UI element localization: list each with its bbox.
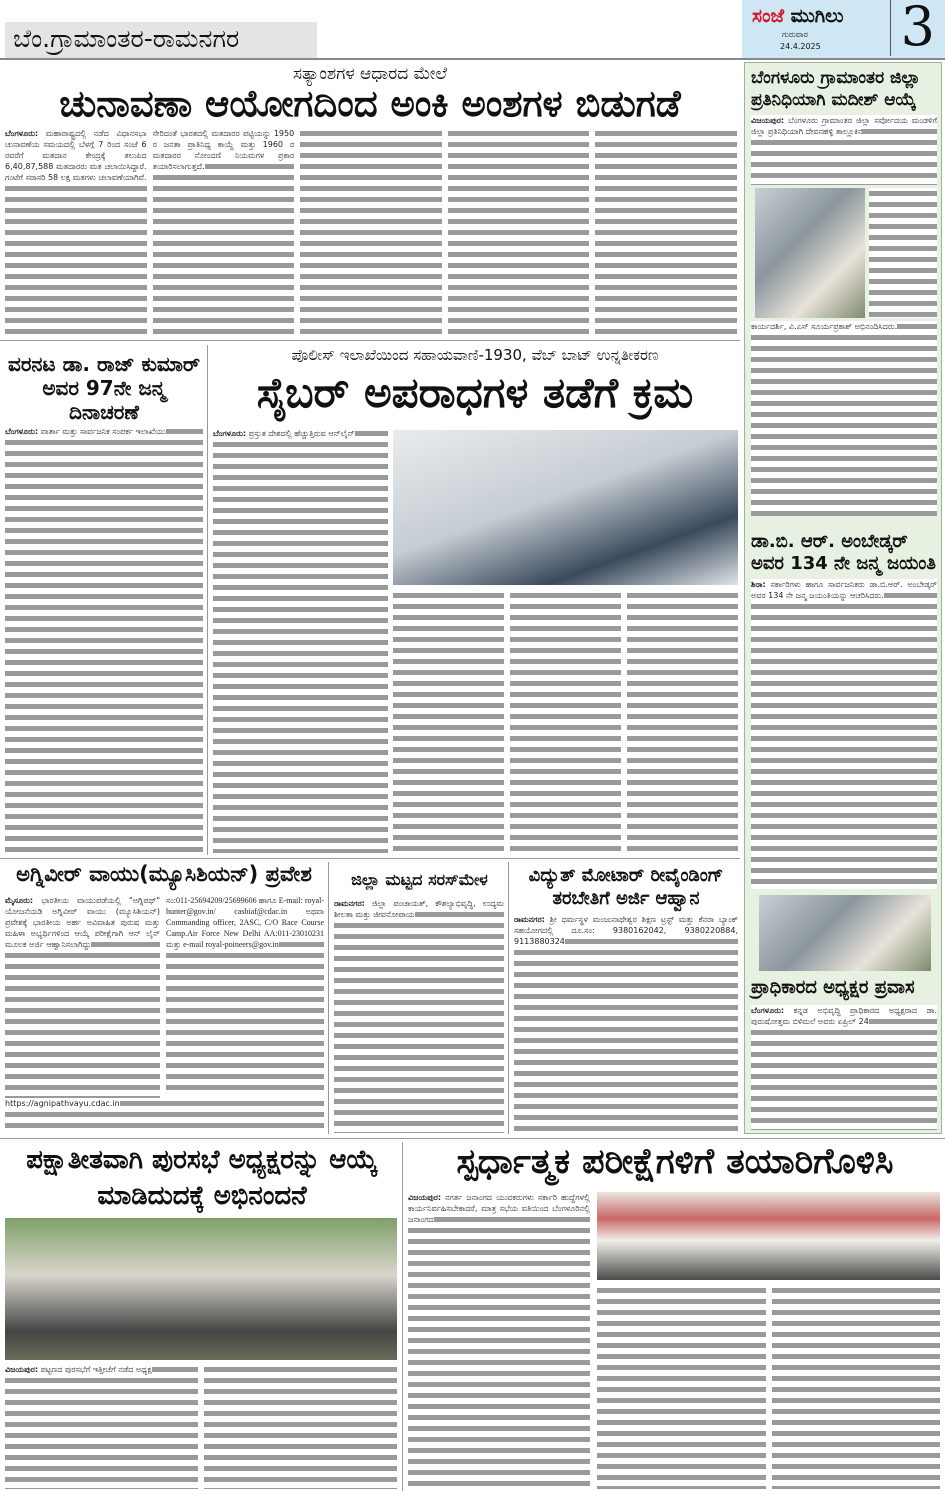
agniveer-contact: ಸಂ:011-25694209/25699606 ಹಾಗೂ E-mail: royal-hunter@gov.in/ casbiaf@cdac.in ಅಥವಾ Commanding officer, 2ASC, C/O Race Course Camp.Air Force New Delhi AA:011-23010231 ಮತ್ತು e-mail royal-poineers@gov.in xyxy=(166,895,324,1095)
right2-body: ಶಿರಾ: ಸರ್ಕಾರಿಗಳು ಹಾಗೂ ಸಾರ್ವಜನಿಕರು ಡಾ.ಬಿ.ಆರ್. ಅಂಬೇಡ್ಕರ್ ಅವರ 134 ನೇ ಜನ್ಮ ಜಯಂತಿಯನ್ನು ಆಚರಿಸಿದರು. xyxy=(751,579,937,889)
divider xyxy=(508,862,509,1134)
newspaper-logo: ಸಂಜೆ ಮುಗಿಲು xyxy=(752,5,844,27)
raj-body: ಬೆಂಗಳೂರು: ವಾರ್ತಾ ಮತ್ತು ಸಾರ್ವಜನಿಕ ಸಂಪರ್ಕ ಇಲಾಖೆಯು xyxy=(5,426,203,854)
right1-body: ವಿಜಯಪುರ: ಬೆಂಗಳೂರು ಗ್ರಾಮಾಂತರ ಜಿಲ್ಲಾ ಸರ್ವೋದಯ ಮಂಡಳಿಗೆ ಜಿಲ್ಲಾ ಪ್ರತಿನಿಧಿಯಾಗಿ ದೇವನಹಳ್ಳಿ ತಾಲ್ಲೂಕಿನ xyxy=(751,115,937,185)
agniveer-headline: ಅಗ್ನಿವೀರ್ ವಾಯು(ಮ್ಯೂಸಿಶಿಯನ್) ಪ್ರವೇಶ xyxy=(16,862,312,886)
felicitation-photo xyxy=(5,1218,397,1360)
right2-headline: ಡಾ.ಬಿ. ಆರ್. ಅಂಬೇಡ್ಕರ್ ಅವರ 134 ನೇ ಜನ್ಮ ಜಯಂತಿ xyxy=(751,531,936,574)
section-title: ಬೆಂ.ಗ್ರಾಮಾಂತರ-ರಾಮನಗರ xyxy=(5,22,317,58)
purasabhe-headline: ಪಕ್ಷಾತೀತವಾಗಿ ಪುರಸಭೆ ಅಧ್ಯಕ್ಷರನ್ನು ಆಯ್ಕೆ ಮಾಡಿದುದಕ್ಕೆ ಅಭಿನಂದನೆ xyxy=(26,1145,378,1211)
masthead-rule xyxy=(0,58,945,60)
agniveer-web: https://agnipathvayu.cdac.in xyxy=(5,1098,324,1133)
right2-photo xyxy=(759,895,931,971)
saras-headline: ಜಿಲ್ಲಾ ಮಟ್ಟದ ಸರಸ್‌ಮೇಳ xyxy=(351,870,488,889)
lead-headline: ಚುನಾವಣಾ ಆಯೋಗದಿಂದ ಅಂಕಿ ಅಂಶಗಳ ಬಿಡುಗಡೆ xyxy=(59,82,681,125)
lead-kicker: ಸತ್ಯಾಂಶಗಳ ಆಧಾರದ ಮೇಲೆ xyxy=(292,64,448,84)
motor-body: ರಾಮನಗರ: ಶ್ರೀ ಧರ್ಮಸ್ಥಳ ಮಂಜುನಾಥೇಶ್ವರ ಶಿಕ್ಷಣ ಟ್ರಸ್ಟ್ ಮತ್ತು ಕೆನರಾ ಬ್ಯಾಂಕ್ ಸಹಯೋಗದಲ್ಲಿ ದೂ.ಸಂ: 9380162042, 9380220884, 9113880324 xyxy=(514,914,738,1133)
right1-headline: ಬೆಂಗಳೂರು ಗ್ರಾಮಾಂತರ ಜಿಲ್ಲಾ ಪ್ರತಿನಿಧಿಯಾಗಿ ಮದೀಶ್ ಆಯ್ಕೆ xyxy=(751,68,921,110)
right1-body-cont xyxy=(869,188,937,318)
cyber-body-cont xyxy=(393,590,738,854)
lead-body: ಬೆಂಗಳೂರು: ಮಹಾರಾಷ್ಟ್ರದಲ್ಲಿ ನಡೆದ ವಿಧಾನಸಭಾ ಚುನಾವಣೆಯ ಸಮಯದಲ್ಲಿ ಬೆಳಗ್ಗೆ 7 ರಿಂದ ಸಂಜೆ 6 ರವರೆಗೆ ಮತದಾನ ಕೇಂದ್ರಕ್ಕೆ ತಲುಪಿದ 6,40,87,588 ಮತದಾರರು ಮತ ಚಲಾಯಿಸಿದ್ದಾರೆ. ಗಂಟೆಗೆ ಸರಾಸರಿ 58 ಲಕ್ಷ ಮತಗಳು ಚಲಾವಣೆಯಾಗಿವೆ. ಸೇರಿದಂತೆ ಭಾರತದಲ್ಲಿ ಮತದಾರರ ಪಟ್ಟಿಯನ್ನು 1950 ರ ಜನತಾ ಪ್ರಾತಿನಿಧ್ಯ ಕಾಯ್ದೆ ಮತ್ತು 1960 ರ ಮತದಾರರ ನೋಂದಣಿ ನಿಯಮಗಳ ಪ್ರಕಾರ ತಯಾರಿಸಲಾಗುತ್ತದೆ. xyxy=(5,128,737,336)
right3-headline: ಪ್ರಾಧಿಕಾರದ ಅಧ್ಯಕ್ಷರ ಪ್ರವಾಸ xyxy=(751,977,915,998)
exam-headline: ಸ್ಪರ್ಧಾತ್ಮಕ ಪರೀಕ್ಷೆಗಳಿಗೆ ತಯಾರಿಗೊಳಿಸಿ xyxy=(456,1142,894,1182)
exam-body-cont xyxy=(597,1285,940,1489)
cyber-body: ಬೆಂಗಳೂರು: ಪ್ರಸ್ತುತ ದೇಶದಲ್ಲಿ ಹೆಚ್ಚುತ್ತಿರುವ ಆನ್‌ಲೈನ್ xyxy=(213,428,388,853)
page-number: 3 xyxy=(890,0,935,56)
cyber-kicker: ಪೊಲೀಸ್ ಇಲಾಖೆಯಿಂದ ಸಹಾಯವಾಣಿ-1930, ವೆಬ್ ಬಾಟ್ ಉನ್ನತೀಕರಣ xyxy=(291,346,659,364)
right1-photo xyxy=(755,188,865,318)
divider xyxy=(207,345,208,855)
divider xyxy=(0,1138,945,1139)
exam-body: ವಿಜಯಪುರ: ನಗರ್ತ ಜನಾಂಗದ ಯುವಕರುಗಳು ಸರ್ಕಾರಿ ಹುದ್ದೆಗಳಲ್ಲಿ ಕಾರ್ಯನಿರ್ವಹಿಸಬೇಕಾದರೆ, ಮಾತ್ರ ಸಭೆಯ ವತಿಯಿಂದ ಬೆಂಗಳೂರಿನಲ್ಲಿ ಜನಾಂಗದ xyxy=(408,1192,590,1489)
masthead xyxy=(742,0,945,58)
saras-body: ರಾಮನಗರ: ಜಿಲ್ಲಾ ಪಂಚಾಯತ್, ಕೌಶಲ್ಯಾಭಿವೃದ್ಧಿ, ಉದ್ಯಮ ಶೀಲತಾ ಮತ್ತು ಜೀವನೋಪಾಯ xyxy=(334,898,504,1133)
issue-date: 24.4.2025 xyxy=(780,42,821,51)
call-center-photo xyxy=(393,430,738,585)
raj-headline: ವರನಟ ಡಾ. ರಾಜ್ ಕುಮಾರ್ ಅವರ 97ನೇ ಜನ್ಮ ದಿನಾಚರಣೆ xyxy=(8,352,200,424)
divider xyxy=(0,858,740,859)
right3-body: ಬೆಂಗಳೂರು: ಕನ್ನಡ ಅಭಿವೃದ್ಧಿ ಪ್ರಾಧಿಕಾರದ ಅಧ್ಯಕ್ಷರಾದ ಡಾ. ಪುರುಷೋತ್ತಮ ಬಿಳಿಮಲೆ ಅವರು ಏಪ್ರಿಲ್ 24 xyxy=(751,1005,937,1130)
agniveer-body: ಮೈಸೂರು: ಭಾರತೀಯ ವಾಯುಪಡೆಯಲ್ಲಿ "ಅಗ್ನಿಪಥ್" ಯೋಜನೆಯಡಿ ಅಗ್ನಿವೀರ್ ವಾಯು (ಮ್ಯೂಸಿಶಿಯನ್) ಪ್ರವೇಶಕ್ಕೆ ಭಾರತೀಯ ಅರ್ಹ ಅವಿವಾಹಿತ ಪುರುಷ ಮತ್ತು ಮಹಿಳಾ ಅಭ್ಯರ್ಥಿಗಳಿಂದ ಆಯ್ಕೆ ಪರೀಕ್ಷೆಗಾಗಿ ಆನ್ ಲೈನ್ ಮೂಲಕ ಅರ್ಜಿ ಆಹ್ವಾನಿಸಲಾಗಿದ್ದು xyxy=(5,895,160,1133)
right-column xyxy=(744,62,942,1134)
issue-day: ಗುರುವಾರ xyxy=(782,30,808,39)
motor-headline: ವಿದ್ಯುತ್ ಮೋಟಾರ್ ರೀವೈಂಡಿಂಗ್ ತರಬೇತಿಗೆ ಅರ್ಜಿ ಆಹ್ವಾನ xyxy=(528,865,724,909)
cyber-headline: ಸೈಬರ್ ಅಪರಾಧಗಳ ತಡೆಗೆ ಕ್ರಮ xyxy=(256,368,694,417)
divider xyxy=(0,340,740,341)
right1-body-end: ಕಾರ್ಯದರ್ಶಿ, ವಿ.ಎಸ್ ಸೂರ್ಯಪ್ರಕಾಶ್ ಅಭಿನಂದಿಸಿದರು. xyxy=(751,321,937,516)
divider xyxy=(328,862,329,1134)
purasabhe-body: ವಿಜಯಪುರ: ಪಟ್ಟಣದ ಪುರಸಭೆಗೆ ಇತ್ತೀಚೆಗೆ ನಡೆದ ಅಧ್ಯಕ್ಷ xyxy=(5,1364,397,1489)
divider xyxy=(402,1142,403,1491)
exam-photo xyxy=(597,1192,940,1280)
